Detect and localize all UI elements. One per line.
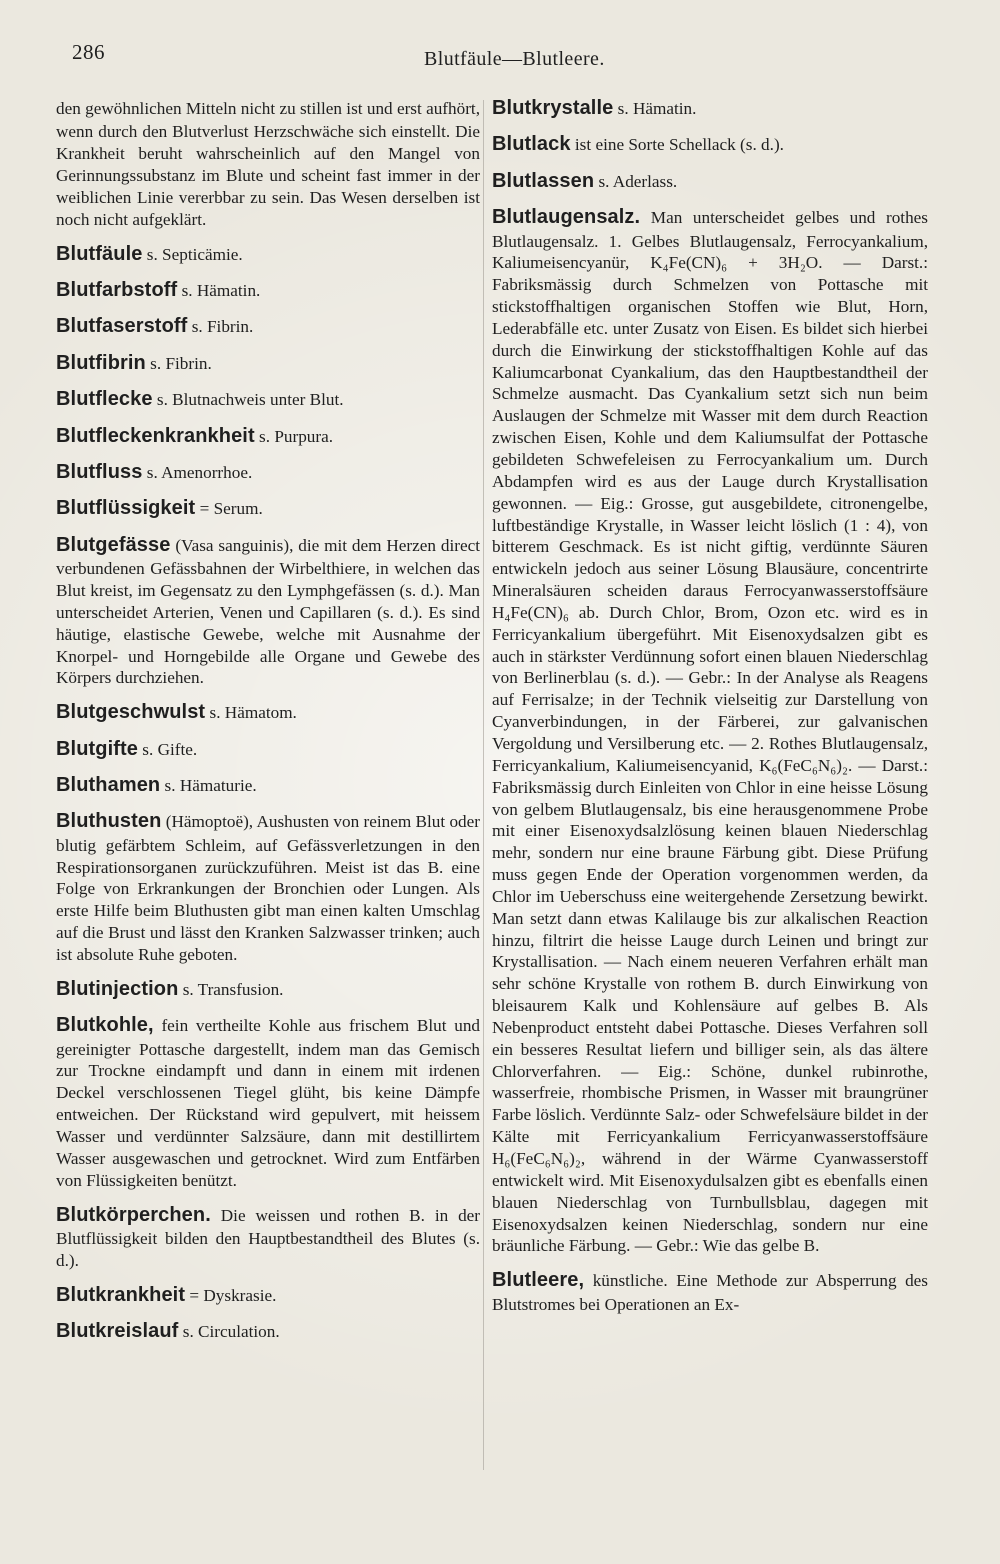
entry-headword: Blutgefässe (56, 533, 171, 556)
entry-text: = Dyskrasie. (189, 1285, 277, 1305)
entry-text: fein vertheilte Kohle aus frischem Blut und gereinigter Pottasche dargestellt, indem man das Gemisch zur Trockne eindampft und dann in einem mit irdenen Deckel verschlossenen Tiegel glüht, bis keine Dämpfe entweichen. Der Rückstand wird gepulvert, mit heissem Wasser und verdünnter Salzsäure, dann mit destillirtem Wasser ausgewaschen und getrocknet. Wird zum Entfärben von Flüssigkeiten benützt. (56, 1016, 481, 1190)
right-column (492, 96, 928, 1326)
entry-text: s. Hämatin. (181, 281, 261, 300)
entry-text: s. Hämaturie. (164, 775, 257, 795)
dictionary-entry (56, 1283, 480, 1308)
entry-headword: Blutlack (492, 133, 571, 156)
dictionary-entry (56, 496, 480, 521)
entry-text: (Hämoptoë), Aushusten von reinem Blut oder blutig gefärbtem Schleim, auf Gefässverletzungen in den Respirationsorganen zurückzuführen. Meist ist das B. eine Folge von Erkrankungen der Bronchien oder Lungen. Als erste Hilfe beim Bluthusten gibt man einen kalten Umschlag auf die Brust und lässt den Kranken Salzwasser trinken; auch ist absolute Ruhe geboten. (56, 812, 480, 964)
page-number: 286 (72, 40, 105, 64)
dictionary-entry (56, 1319, 480, 1344)
entry-text: (Vasa sanguinis), die mit dem Herzen direct verbundenen Gefässbahnen der Wirbelthiere, in welchen das Blut kreist, im Gegensatz zu den Lymphgefässen (s. d.). Man unterscheidet Arterien, Venen und Capillaren (s. d.). Es sind häutige, elastische Gewebe, welche mit Ausnahme der Knorpel- und Horngebilde alle Organe und Gewebe des Körpers durchziehen. (56, 535, 480, 688)
dictionary-entry (56, 533, 480, 689)
entry-text: s. Circulation. (182, 1321, 280, 1341)
entry-headword: Blutkreislauf (56, 1319, 179, 1342)
entry-headword: Blutgeschwulst (56, 701, 206, 724)
dictionary-entry (56, 96, 480, 231)
entry-headword: Blutflecke (56, 388, 153, 411)
column-rule (483, 100, 484, 1470)
dictionary-entry (492, 1268, 928, 1315)
dictionary-entry (492, 169, 928, 194)
entry-headword: Blutgifte (56, 737, 138, 760)
entry-text: s. Septicämie. (146, 244, 243, 264)
dictionary-entry (492, 205, 928, 1257)
dictionary-entry (56, 737, 480, 762)
entry-headword: Blutfaserstoff (56, 315, 188, 338)
dictionary-entry (56, 351, 480, 376)
entry-text: s. Transfusion. (182, 979, 284, 999)
entry-text: s. Hämatin. (617, 99, 697, 118)
dictionary-entry (56, 424, 480, 449)
entry-text: den gewöhnlichen Mitteln nicht zu stillen ist und erst aufhört, wenn durch den Blutverlust Herzschwäche sich einstellt. Die Krankheit beruht wahrscheinlich auf den Mangel von Gerinnungssubstanz im Blute und scheint fast immer in der weiblichen Linie vererbbar zu sein. Das Wesen derselben ist noch nicht aufgeklärt. (56, 99, 480, 229)
entry-headword: Blutfluss (56, 460, 143, 483)
entry-text: Die weissen und rothen B. in der Blutflüssigkeit bilden den Hauptbestandtheil des Blutes (s. d.). (56, 1205, 481, 1270)
entry-text: s. Purpura. (259, 426, 334, 446)
dictionary-entry (492, 132, 928, 157)
entry-headword: Blutkrystalle (492, 97, 614, 119)
entry-headword: Blutfäule (56, 242, 143, 265)
dictionary-entry (56, 1203, 480, 1272)
entry-text: s. Hämatom. (209, 703, 297, 723)
entry-text: = Serum. (199, 499, 263, 519)
entry-headword: Blutleere, (492, 1269, 585, 1292)
dictionary-entry (56, 460, 480, 485)
dictionary-entry (56, 387, 480, 412)
entry-headword: Bluthamen (56, 773, 161, 796)
entry-text: ist eine Sorte Schellack (s. d.). (574, 135, 784, 155)
dictionary-entry (56, 700, 480, 725)
entry-text: Man unterscheidet gelbes und rothes Blutlaugensalz. 1. Gelbes Blutlaugensalz, Ferrocyankalium, Kaliumeisencyanür, K₄Fe(CN)₆ + 3H₂O. — Darst.: Fabriksmässig durch Schmelzen von Pottasche mit stickstoffhaltigen organischen Stoffen wie Blut, Horn, Lederabfälle etc. unter Zusatz von Eisen. Es bildet sich hierbei durch die Einwirkung der stickstoffhaltigen Kohle auf das Kaliumcarbonat Cyankalium, das den Hauptbestandtheil der Schmelze ausmacht. Das Cyankalium setzt sich nun beim Auslaugen der Schmelze mit Wasser mit dem durch Reaction zwischen Eisen, Kohle und dem Kaliumsulfat der Pottasche gebildeten Schwefeleisen zu Ferrocyankalium um. Durch Abdampfen wird es aus der Lauge durch Krystallisation gewonnen. — Eig.: Grosse, gut ausgebildete, citronengelbe, luftbeständige Krystalle, in Wasser leicht löslich (1 : 4), von bitterem Geschmack. Es ist nicht giftig, verdünnte Säuren entwickeln jedoch aus seiner Lösung Blausäure, concentrirte Mineralsäuren scheiden daraus Ferrocyanwasserstoffsäure H₄Fe(CN)₆ ab. Durch Chlor, Brom, Ozon etc. wird es in Ferricyankalium übergeführt. Mit Eisenoxydsalzen gibt es auch in stärkster Verdünnung sofort einen blauen Niederschlag von Berlinerblau (s. d.). — Gebr.: In der Analyse als Reagens auf Ferrisalze; in der Technik vielseitig zur Darstellung von Cyanverbindungen, in der Färberei, zur galvanischen Vergoldung und Versilberung etc. — 2. Rothes Blutlaugensalz, Ferricyankalium, Kaliumeisencyanid, K₆(FeC₆N₆)₂. — Darst.: Fabriksmässig durch Einleiten von Chlor in eine heisse Lösung von gelbem Blutlaugensalz, bis eine herausgenommene Probe mit einer Eisenoxydsalzlösung keinen blauen Niederschlag mehr, sondern nur eine braune Färbung gibt. Diese Prüfung muss gegen Ende der Operation vorgenommen werden, da Chlor im Ueberschuss eine weitergehende Zersetzung bewirkt. Man setzt dann etwas Kalilauge bis zur alkalischen Reaction hinzu, filtrirt die heisse Lauge durch Leinen und bringt zur Krystallisation. — Nach einem neueren Verfahren erhält man sehr schöne Krystalle von rothem B. durch Einwirkung von bleisaurem Kalk und Kohlensäure auf gelbes B. Als Nebenproduct entsteht dabei Pottasche. Dieses Verfahren soll ein besseres Resultat liefern und billiger sein, als das ältere Chlorverfahren. — Eig.: Schöne, dunkel rubinrothe, wasserfreie, rhombische Prismen, in Wasser mit braungrüner Farbe löslich. Verdünnte Salz- oder Schwefelsäure bildet in der Kälte mit Ferricyankalium Ferricyanwasserstoffsäure H₆(FeC₆N₆)₂, während in der Wärme Cyanwasserstoff entwickelt wird. Mit Eisenoxydulsalzen gibt es ebenfalls einen blauen Niederschlag von Turnbullsblau, dagegen mit Eisenoxydsalzen keinen Niederschlag, sondern nur eine bräunliche Färbung. — Gebr.: Wie das gelbe B. (492, 208, 928, 1256)
entry-text: s. Aderlass. (598, 171, 678, 191)
left-column (56, 96, 480, 1355)
entry-headword: Blutfibrin (56, 351, 146, 374)
entry-headword: Blutlassen (492, 169, 595, 192)
entry-headword: Blutlaugensalz. (492, 206, 641, 229)
entry-text: s. Amenorrhoe. (146, 462, 253, 482)
entry-headword: Blutinjection (56, 977, 179, 1000)
entry-headword: Blutkörperchen. (56, 1203, 211, 1226)
running-head: Blutfäule—Blutleere. (424, 48, 605, 70)
entry-text: s. Gifte. (142, 739, 198, 759)
dictionary-entry (56, 1013, 480, 1191)
dictionary-entry (56, 314, 480, 339)
page-header (72, 40, 932, 72)
dictionary-entry (56, 977, 480, 1002)
entry-headword: Blutfarbstoff (56, 279, 178, 301)
entry-text: s. Fibrin. (191, 317, 254, 337)
dictionary-entry (56, 242, 480, 267)
dictionary-entry (56, 809, 480, 965)
dictionary-entry (492, 96, 928, 121)
dictionary-entry (56, 278, 480, 303)
entry-text: s. Fibrin. (150, 353, 212, 373)
dictionary-entry (56, 773, 480, 798)
entry-headword: Bluthusten (56, 810, 162, 833)
entry-headword: Blutflüssigkeit (56, 497, 196, 520)
entry-headword: Blutkrankheit (56, 1283, 186, 1306)
entry-headword: Blutkohle, (56, 1014, 154, 1037)
entry-headword: Blutfleckenkrankheit (56, 424, 255, 447)
entry-text: künstliche. Eine Methode zur Absperrung des Blutstromes bei Operationen an Ex- (492, 1271, 929, 1314)
entry-text: s. Blutnachweis unter Blut. (156, 390, 344, 410)
